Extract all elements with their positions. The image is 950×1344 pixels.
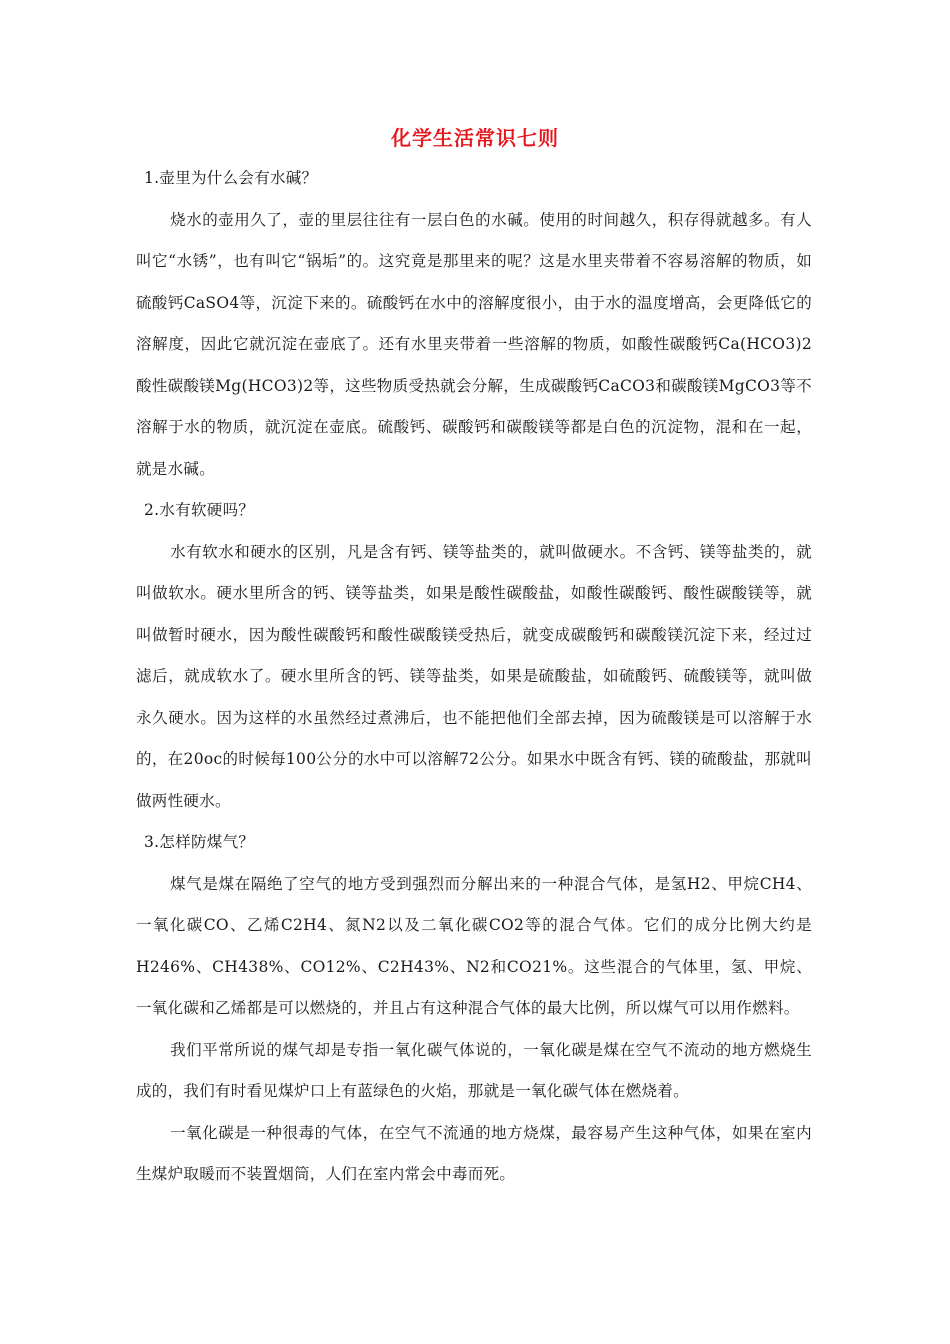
section-heading-2: 2.水有软硬吗？ <box>144 501 255 519</box>
section-2-paragraph: 水有软水和硬水的区别，凡是含有钙、镁等盐类的，就叫做硬水。不含钙、镁等盐类的，就叫做软水。硬水里所含的钙、镁等盐类，如果是酸性碳酸盐，如酸性碳酸钙、酸性碳酸镁等，就叫做暂时硬水，因为酸性碳酸钙和酸性碳酸镁受热后，就变成碳酸钙和碳酸镁沉淀下来，经过过滤后，就成软水了。硬水里所含的钙、镁等盐类，如果是硫酸盐，如硫酸钙、硫酸镁等，就叫做永久硬水。因为这样的水虽然经过煮沸后，也不能把他们全部去掉，因为硫酸镁是可以溶解于水的，在20oc的时候每100公分的水中可以溶解72公分。如果水中既含有钙、镁的硫酸盐，那就叫做两性硬水。 <box>136 542 812 810</box>
section-1-paragraph: 烧水的壶用久了，壶的里层往往有一层白色的水碱。使用的时间越久，积存得就越多。有人叫它“水锈”，也有叫它“锅垢”的。这究竟是那里来的呢？这是水里夹带着不容易溶解的物质，如硫酸钙CaSO4等，沉淀下来的。硫酸钙在水中的溶解度很小，由于水的温度增高，会更降低它的溶解度，因此它就沉淀在壶底了。还有水里夹带着一些溶解的物质，如酸性碳酸钙Ca(HCO3)2酸性碳酸镁Mg(HCO3)2等，这些物质受热就会分解，生成碳酸钙CaCO3和碳酸镁MgCO3等不溶解于水的物质，就沉淀在壶底。硫酸钙、碳酸钙和碳酸镁等都是白色的沉淀物，混和在一起，就是水碱。 <box>136 210 812 478</box>
document-body <box>136 158 812 1196</box>
section-3-paragraph-1: 煤气是煤在隔绝了空气的地方受到强烈而分解出来的一种混合气体，是氢H2、甲烷CH4、一氧化碳CO、乙烯C2H4、氮N2以及二氧化碳CO2等的混合气体。它们的成分比例大约是H246%、CH438%、CO12%、C2H43%、N2和CO21%。这些混合的气体里，氢、甲烷、一氧化碳和乙烯都是可以燃烧的，并且占有这种混合气体的最大比例，所以煤气可以用作燃料。 <box>136 874 812 1017</box>
section-heading-3: 3.怎样防煤气？ <box>144 833 255 851</box>
section-heading-1: 1.壶里为什么会有水碱？ <box>144 169 318 187</box>
section-3-paragraph-3: 一氧化碳是一种很毒的气体，在空气不流通的地方烧煤，最容易产生这种气体，如果在室内生煤炉取暖而不装置烟筒，人们在室内常会中毒而死。 <box>136 1123 812 1183</box>
document-title: 化学生活常识七则 <box>391 126 559 150</box>
section-3-paragraph-2: 我们平常所说的煤气却是专指一氧化碳气体说的，一氧化碳是煤在空气不流动的地方燃烧生成的，我们有时看见煤炉口上有蓝绿色的火焰，那就是一氧化碳气体在燃烧着。 <box>136 1040 812 1100</box>
